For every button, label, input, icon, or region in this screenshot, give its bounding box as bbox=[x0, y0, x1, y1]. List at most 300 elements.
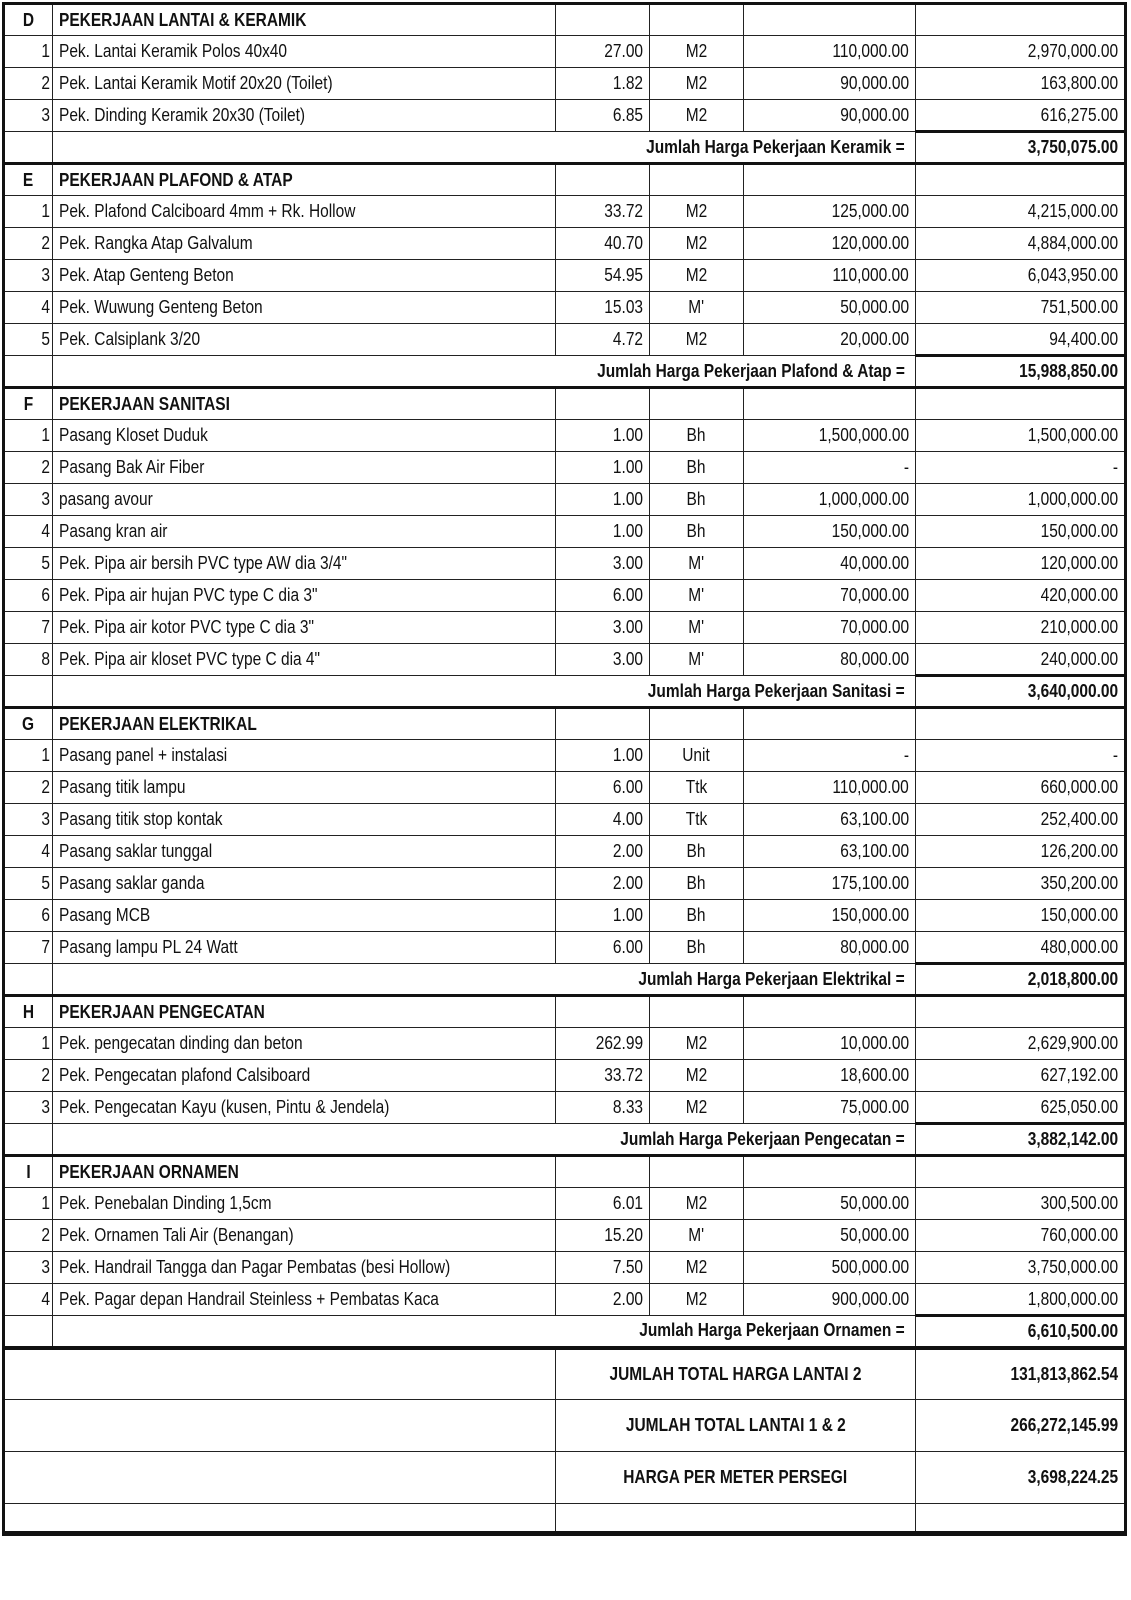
item-unit-price bbox=[744, 868, 916, 900]
subtotal-value-text: 3,640,000.00 bbox=[1027, 681, 1118, 701]
item-number-text: 3 bbox=[41, 809, 50, 829]
item-quantity bbox=[556, 292, 650, 324]
item-number-text: 1 bbox=[41, 425, 50, 445]
item-number bbox=[4, 100, 53, 132]
item-description bbox=[53, 1284, 556, 1316]
subtotal-value-text: 15,988,850.00 bbox=[1018, 361, 1118, 381]
empty-cell bbox=[744, 708, 916, 740]
item-total-price bbox=[916, 740, 1126, 772]
empty-cell bbox=[744, 164, 916, 196]
item-description-text: Pek. Pengecatan plafond Calsiboard bbox=[59, 1065, 311, 1085]
item-unit-price bbox=[744, 420, 916, 452]
item-quantity-text: 15.03 bbox=[604, 297, 643, 317]
item-unit bbox=[650, 1220, 744, 1252]
subtotal-value bbox=[916, 964, 1126, 996]
item-unit-text: M' bbox=[688, 649, 705, 669]
table-row bbox=[4, 484, 1126, 516]
section-code bbox=[4, 164, 53, 196]
item-total-price-text: 252,400.00 bbox=[1040, 809, 1118, 829]
item-unit-text: M2 bbox=[685, 201, 708, 221]
item-unit-price-text: 20,000.00 bbox=[840, 329, 909, 349]
table-row bbox=[4, 1188, 1126, 1220]
item-total-price-text: 150,000.00 bbox=[1040, 521, 1118, 541]
item-unit-price-text: 175,100.00 bbox=[831, 873, 909, 893]
item-description-text: Pek. Ornamen Tali Air (Benangan) bbox=[59, 1225, 294, 1245]
subtotal-value bbox=[916, 356, 1126, 388]
grand-total-value bbox=[916, 1452, 1126, 1504]
item-unit-text: Bh bbox=[687, 457, 706, 477]
item-total-price bbox=[916, 1220, 1126, 1252]
empty-cell bbox=[556, 1504, 916, 1534]
table-row bbox=[4, 836, 1126, 868]
table-row bbox=[4, 644, 1126, 676]
item-number bbox=[4, 772, 53, 804]
section-code bbox=[4, 4, 53, 36]
item-number-text: 3 bbox=[41, 489, 50, 509]
subtotal-row bbox=[4, 1316, 1126, 1348]
item-unit-price bbox=[744, 580, 916, 612]
item-description bbox=[53, 1060, 556, 1092]
subtotal-label-text: Jumlah Harga Pekerjaan Ornamen = bbox=[639, 1320, 905, 1341]
section-title bbox=[53, 708, 556, 740]
item-number-text: 1 bbox=[41, 745, 50, 765]
item-number bbox=[4, 900, 53, 932]
subtotal-label-text: Jumlah Harga Pekerjaan Pengecatan = bbox=[620, 1128, 905, 1149]
item-unit bbox=[650, 740, 744, 772]
item-unit-text: Bh bbox=[687, 841, 706, 861]
section-header-row bbox=[4, 708, 1126, 740]
item-unit-text: Ttk bbox=[685, 777, 708, 797]
item-unit bbox=[650, 900, 744, 932]
section-code-text: G bbox=[22, 713, 35, 734]
item-unit-price bbox=[744, 644, 916, 676]
empty-cell bbox=[916, 996, 1126, 1028]
item-quantity-text: 3.00 bbox=[612, 617, 643, 637]
item-total-price-text: 760,000.00 bbox=[1040, 1225, 1118, 1245]
item-total-price-text: 2,629,900.00 bbox=[1027, 1033, 1118, 1053]
item-unit-text: M2 bbox=[685, 41, 708, 61]
subtotal-value-text: 2,018,800.00 bbox=[1027, 969, 1118, 989]
item-description bbox=[53, 292, 556, 324]
item-quantity bbox=[556, 36, 650, 68]
item-number-text: 6 bbox=[41, 585, 50, 605]
subtotal-label-text: Jumlah Harga Pekerjaan Elektrikal = bbox=[638, 968, 905, 989]
subtotal-label bbox=[53, 356, 916, 388]
item-number-text: 1 bbox=[41, 1193, 50, 1213]
item-unit-price-text: 90,000.00 bbox=[840, 73, 909, 93]
item-total-price-text: 126,200.00 bbox=[1040, 841, 1118, 861]
item-description-text: Pek. Penebalan Dinding 1,5cm bbox=[59, 1193, 272, 1213]
empty-cell bbox=[916, 4, 1126, 36]
item-unit-text: M2 bbox=[685, 105, 708, 125]
item-description-text: Pek. Pipa air kotor PVC type C dia 3" bbox=[59, 617, 315, 637]
item-description bbox=[53, 836, 556, 868]
subtotal-label bbox=[53, 1124, 916, 1156]
section-title bbox=[53, 996, 556, 1028]
item-number-text: 2 bbox=[41, 73, 50, 93]
item-unit-price bbox=[744, 484, 916, 516]
item-total-price bbox=[916, 548, 1126, 580]
section-code bbox=[4, 996, 53, 1028]
item-number-text: 7 bbox=[41, 617, 50, 637]
table-row bbox=[4, 868, 1126, 900]
item-description-text: Pek. Pengecatan Kayu (kusen, Pintu & Jendela) bbox=[59, 1097, 390, 1117]
item-description-text: Pek. Pagar depan Handrail Steinless + Pembatas Kaca bbox=[59, 1289, 439, 1309]
item-unit-price-text: 63,100.00 bbox=[840, 841, 909, 861]
subtotal-value bbox=[916, 1124, 1126, 1156]
item-unit-price-text: 40,000.00 bbox=[840, 553, 909, 573]
item-quantity bbox=[556, 68, 650, 100]
item-total-price bbox=[916, 100, 1126, 132]
empty-cell bbox=[4, 676, 53, 708]
item-quantity-text: 2.00 bbox=[612, 873, 643, 893]
item-description-text: Pasang MCB bbox=[59, 905, 151, 925]
item-total-price bbox=[916, 932, 1126, 964]
item-quantity bbox=[556, 1188, 650, 1220]
item-quantity-text: 15.20 bbox=[604, 1225, 643, 1245]
item-number bbox=[4, 516, 53, 548]
item-unit bbox=[650, 36, 744, 68]
item-total-price-text: 94,400.00 bbox=[1049, 328, 1118, 349]
item-unit-price bbox=[744, 68, 916, 100]
item-quantity bbox=[556, 900, 650, 932]
item-description bbox=[53, 580, 556, 612]
item-unit-price bbox=[744, 516, 916, 548]
item-quantity bbox=[556, 804, 650, 836]
item-description bbox=[53, 868, 556, 900]
item-quantity-text: 33.72 bbox=[604, 201, 643, 221]
item-quantity-text: 6.01 bbox=[612, 1193, 643, 1213]
item-total-price bbox=[916, 292, 1126, 324]
item-quantity bbox=[556, 772, 650, 804]
grand-total-label-text: JUMLAH TOTAL LANTAI 1 & 2 bbox=[625, 1415, 846, 1435]
item-unit bbox=[650, 100, 744, 132]
item-unit-text: M' bbox=[688, 1225, 705, 1245]
item-quantity bbox=[556, 1220, 650, 1252]
item-total-price bbox=[916, 324, 1126, 356]
item-unit-price bbox=[744, 292, 916, 324]
item-quantity bbox=[556, 612, 650, 644]
grand-total-value bbox=[916, 1348, 1126, 1400]
item-unit-price bbox=[744, 1284, 916, 1316]
item-unit bbox=[650, 548, 744, 580]
grand-total-value bbox=[916, 1400, 1126, 1452]
item-quantity bbox=[556, 932, 650, 964]
section-header-row bbox=[4, 4, 1126, 36]
item-total-price-text: 150,000.00 bbox=[1040, 905, 1118, 925]
item-unit-price bbox=[744, 548, 916, 580]
item-unit bbox=[650, 868, 744, 900]
item-description-text: Pasang lampu PL 24 Watt bbox=[59, 937, 238, 957]
item-total-price-text: 627,192.00 bbox=[1040, 1065, 1118, 1085]
empty-cell bbox=[744, 1156, 916, 1188]
item-total-price-text: 3,750,000.00 bbox=[1027, 1257, 1118, 1277]
item-quantity bbox=[556, 260, 650, 292]
item-description-text: Pek. Pipa air hujan PVC type C dia 3" bbox=[59, 585, 318, 605]
item-unit-text: Bh bbox=[687, 521, 706, 541]
item-number bbox=[4, 1252, 53, 1284]
item-description bbox=[53, 612, 556, 644]
item-unit bbox=[650, 452, 744, 484]
item-description-text: Pek. Lantai Keramik Motif 20x20 (Toilet) bbox=[59, 73, 333, 93]
table-row bbox=[4, 1028, 1126, 1060]
item-unit-price-text: 110,000.00 bbox=[832, 265, 909, 285]
item-unit-price-text: 10,000.00 bbox=[840, 1033, 909, 1053]
item-unit-price-text: 80,000.00 bbox=[840, 649, 909, 669]
item-total-price-text: 616,275.00 bbox=[1040, 104, 1118, 125]
item-total-price-text: 1,000,000.00 bbox=[1027, 489, 1118, 509]
empty-cell bbox=[4, 964, 53, 996]
item-unit-price bbox=[744, 452, 916, 484]
item-number-text: 4 bbox=[41, 841, 50, 861]
item-number bbox=[4, 260, 53, 292]
item-total-price bbox=[916, 836, 1126, 868]
item-quantity-text: 7.50 bbox=[612, 1257, 643, 1277]
table-row bbox=[4, 196, 1126, 228]
item-total-price-text: - bbox=[1112, 745, 1118, 765]
table-row bbox=[4, 452, 1126, 484]
item-description bbox=[53, 516, 556, 548]
item-total-price bbox=[916, 484, 1126, 516]
item-unit-price bbox=[744, 612, 916, 644]
item-unit bbox=[650, 228, 744, 260]
table-row bbox=[4, 932, 1126, 964]
item-unit bbox=[650, 836, 744, 868]
item-unit bbox=[650, 484, 744, 516]
subtotal-value bbox=[916, 1316, 1126, 1348]
item-number-text: 4 bbox=[41, 1289, 50, 1309]
item-unit-text: M2 bbox=[685, 233, 708, 253]
item-description-text: Pasang titik stop kontak bbox=[59, 809, 223, 829]
empty-cell bbox=[4, 1452, 556, 1504]
item-total-price-text: 480,000.00 bbox=[1040, 936, 1118, 957]
item-description-text: Pek. Pipa air bersih PVC type AW dia 3/4" bbox=[59, 553, 348, 573]
item-unit-text: M2 bbox=[685, 1097, 708, 1117]
item-quantity bbox=[556, 420, 650, 452]
item-description bbox=[53, 1028, 556, 1060]
item-total-price bbox=[916, 1060, 1126, 1092]
item-total-price bbox=[916, 1252, 1126, 1284]
empty-cell bbox=[4, 356, 53, 388]
item-quantity-text: 1.00 bbox=[612, 521, 643, 541]
item-unit bbox=[650, 324, 744, 356]
item-unit bbox=[650, 644, 744, 676]
item-quantity-text: 1.82 bbox=[612, 73, 643, 93]
subtotal-row bbox=[4, 676, 1126, 708]
item-unit bbox=[650, 580, 744, 612]
item-total-price bbox=[916, 772, 1126, 804]
section-title-text: PEKERJAAN SANITASI bbox=[59, 393, 230, 414]
subtotal-value-text: 6,610,500.00 bbox=[1027, 1320, 1118, 1341]
grand-total-label bbox=[556, 1348, 916, 1400]
item-quantity-text: 3.00 bbox=[612, 553, 643, 573]
item-quantity-text: 3.00 bbox=[612, 649, 643, 669]
empty-cell bbox=[556, 996, 650, 1028]
item-unit-text: Ttk bbox=[685, 809, 708, 829]
item-number bbox=[4, 836, 53, 868]
item-unit bbox=[650, 196, 744, 228]
empty-cell bbox=[4, 1348, 556, 1400]
item-description bbox=[53, 452, 556, 484]
item-total-price bbox=[916, 420, 1126, 452]
table-row bbox=[4, 516, 1126, 548]
item-unit-text: Bh bbox=[687, 873, 706, 893]
item-unit-price bbox=[744, 1252, 916, 1284]
grand-total-label bbox=[556, 1400, 916, 1452]
item-total-price-text: 751,500.00 bbox=[1040, 297, 1118, 317]
item-unit bbox=[650, 292, 744, 324]
subtotal-value bbox=[916, 676, 1126, 708]
item-unit-price-text: 1,000,000.00 bbox=[818, 489, 909, 509]
item-unit-price bbox=[744, 740, 916, 772]
item-unit-price-text: 70,000.00 bbox=[840, 585, 909, 605]
table-row bbox=[4, 68, 1126, 100]
item-unit-price bbox=[744, 932, 916, 964]
item-quantity bbox=[556, 1252, 650, 1284]
grand-total-row bbox=[4, 1348, 1126, 1400]
empty-cell bbox=[650, 996, 744, 1028]
item-total-price-text: 1,800,000.00 bbox=[1027, 1288, 1118, 1309]
item-number-text: 3 bbox=[41, 105, 50, 125]
item-quantity-text: 2.00 bbox=[612, 1289, 643, 1309]
empty-cell bbox=[556, 388, 650, 420]
item-description bbox=[53, 740, 556, 772]
item-total-price bbox=[916, 1188, 1126, 1220]
item-number-text: 1 bbox=[41, 201, 50, 221]
item-unit-price-text: - bbox=[903, 745, 909, 765]
item-description-text: Pek. Atap Genteng Beton bbox=[59, 265, 234, 285]
section-title bbox=[53, 164, 556, 196]
item-number bbox=[4, 580, 53, 612]
table-row bbox=[4, 292, 1126, 324]
section-code-text: D bbox=[22, 9, 35, 30]
item-quantity-text: 1.00 bbox=[612, 457, 643, 477]
item-description-text: Pek. pengecatan dinding dan beton bbox=[59, 1033, 303, 1053]
section-code bbox=[4, 388, 53, 420]
item-total-price-text: 4,884,000.00 bbox=[1027, 233, 1118, 253]
item-unit-price-text: 900,000.00 bbox=[831, 1289, 909, 1309]
item-number-text: 3 bbox=[41, 265, 50, 285]
item-total-price bbox=[916, 580, 1126, 612]
item-number bbox=[4, 740, 53, 772]
item-description-text: Pasang panel + instalasi bbox=[59, 745, 228, 765]
item-total-price-text: 420,000.00 bbox=[1040, 585, 1118, 605]
empty-cell bbox=[916, 388, 1126, 420]
item-description-text: Pek. Pipa air kloset PVC type C dia 4" bbox=[59, 649, 321, 669]
item-number bbox=[4, 1060, 53, 1092]
table-row bbox=[4, 100, 1126, 132]
item-unit-price-text: 1,500,000.00 bbox=[818, 425, 909, 445]
subtotal-row bbox=[4, 964, 1126, 996]
item-description-text: Pasang Bak Air Fiber bbox=[59, 457, 205, 477]
item-description-text: Pasang Kloset Duduk bbox=[59, 425, 208, 445]
item-total-price-text: 350,200.00 bbox=[1040, 873, 1118, 893]
item-unit-text: M2 bbox=[685, 265, 708, 285]
item-unit bbox=[650, 68, 744, 100]
item-number bbox=[4, 420, 53, 452]
empty-cell bbox=[650, 1156, 744, 1188]
item-description bbox=[53, 1092, 556, 1124]
item-description bbox=[53, 324, 556, 356]
section-code-text: F bbox=[23, 393, 34, 414]
item-number-text: 4 bbox=[41, 521, 50, 541]
item-total-price bbox=[916, 68, 1126, 100]
item-total-price-text: 660,000.00 bbox=[1040, 777, 1118, 797]
item-unit-text: M2 bbox=[685, 1033, 708, 1053]
item-number-text: 2 bbox=[41, 457, 50, 477]
section-title-text: PEKERJAAN LANTAI & KERAMIK bbox=[59, 9, 307, 30]
subtotal-value-text: 3,750,075.00 bbox=[1027, 137, 1118, 157]
subtotal-row bbox=[4, 356, 1126, 388]
item-unit bbox=[650, 1284, 744, 1316]
item-number bbox=[4, 484, 53, 516]
item-number bbox=[4, 452, 53, 484]
section-code bbox=[4, 1156, 53, 1188]
item-quantity-text: 6.00 bbox=[612, 585, 643, 605]
item-description-text: Pasang titik lampu bbox=[59, 777, 186, 797]
empty-cell bbox=[650, 708, 744, 740]
item-description-text: Pasang saklar tunggal bbox=[59, 841, 213, 861]
cost-estimate-body bbox=[4, 4, 1126, 1534]
item-number-text: 2 bbox=[41, 1065, 50, 1085]
item-unit-text: M' bbox=[688, 617, 705, 637]
empty-cell bbox=[556, 708, 650, 740]
empty-cell bbox=[4, 132, 53, 164]
item-unit bbox=[650, 1028, 744, 1060]
item-unit-text: M2 bbox=[685, 1193, 708, 1213]
section-title bbox=[53, 4, 556, 36]
item-unit-price bbox=[744, 804, 916, 836]
item-description bbox=[53, 36, 556, 68]
item-unit bbox=[650, 804, 744, 836]
item-description-text: Pek. Rangka Atap Galvalum bbox=[59, 233, 253, 253]
table-row bbox=[4, 548, 1126, 580]
item-unit-price bbox=[744, 36, 916, 68]
section-code-text: H bbox=[22, 1001, 35, 1022]
item-unit-price-text: 125,000.00 bbox=[831, 201, 909, 221]
grand-total-row bbox=[4, 1400, 1126, 1452]
empty-cell bbox=[916, 1156, 1126, 1188]
item-unit-text: Bh bbox=[687, 905, 706, 925]
item-unit-price bbox=[744, 1220, 916, 1252]
item-quantity-text: 40.70 bbox=[604, 233, 643, 253]
item-number-text: 2 bbox=[41, 777, 50, 797]
item-number bbox=[4, 1092, 53, 1124]
grand-total-label-text: HARGA PER METER PERSEGI bbox=[623, 1467, 848, 1487]
item-number-text: 2 bbox=[41, 1225, 50, 1245]
table-row bbox=[4, 612, 1126, 644]
item-unit bbox=[650, 932, 744, 964]
item-quantity-text: 6.00 bbox=[612, 937, 643, 957]
item-total-price-text: - bbox=[1112, 457, 1118, 477]
empty-cell bbox=[650, 4, 744, 36]
item-description bbox=[53, 100, 556, 132]
item-quantity bbox=[556, 740, 650, 772]
item-number-text: 5 bbox=[41, 329, 50, 349]
subtotal-label bbox=[53, 132, 916, 164]
item-unit-text: M2 bbox=[685, 1065, 708, 1085]
empty-cell bbox=[4, 1316, 53, 1348]
section-header-row bbox=[4, 1156, 1126, 1188]
item-unit bbox=[650, 420, 744, 452]
item-quantity bbox=[556, 452, 650, 484]
item-unit-price-text: 150,000.00 bbox=[831, 521, 909, 541]
item-unit-price-text: 80,000.00 bbox=[840, 937, 909, 957]
item-unit-price-text: 50,000.00 bbox=[840, 1225, 909, 1245]
empty-cell bbox=[650, 164, 744, 196]
item-quantity-text: 1.00 bbox=[612, 489, 643, 509]
item-description-text: Pek. Dinding Keramik 20x30 (Toilet) bbox=[59, 105, 306, 125]
